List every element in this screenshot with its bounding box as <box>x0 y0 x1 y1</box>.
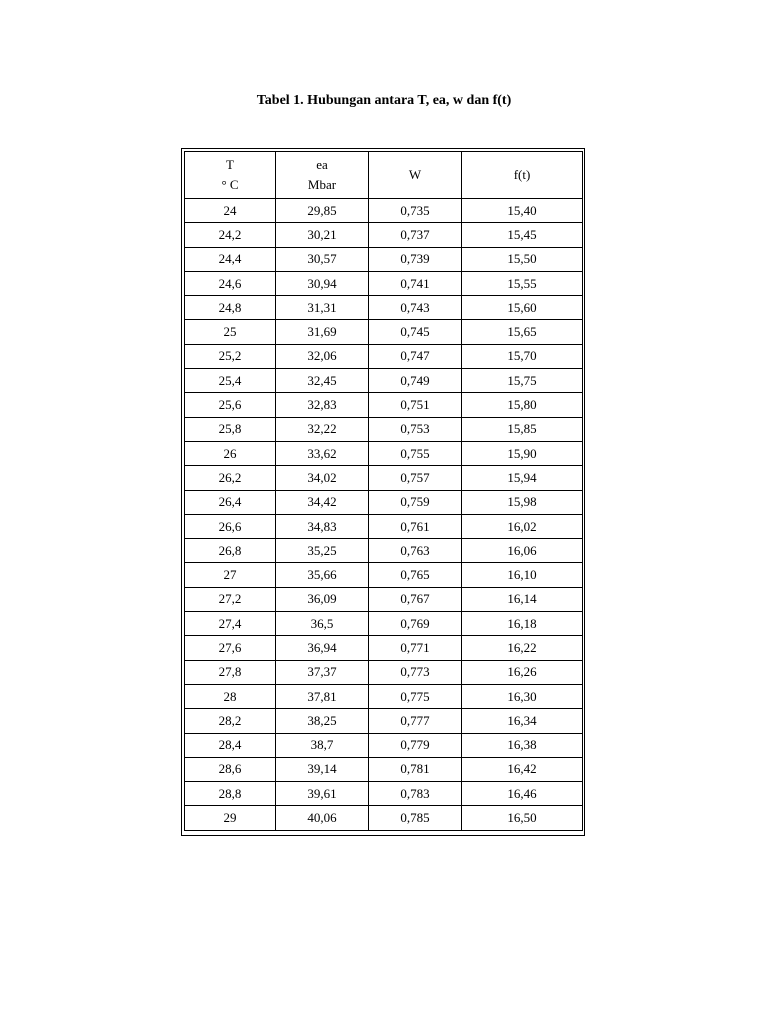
cell-ft: 15,85 <box>462 417 583 441</box>
cell-t: 25 <box>185 320 276 344</box>
table-row <box>185 539 583 563</box>
cell-w: 0,757 <box>369 466 462 490</box>
cell-t: 24,6 <box>185 271 276 295</box>
cell-t: 27,2 <box>185 587 276 611</box>
cell-ea: 31,31 <box>276 296 369 320</box>
cell-w: 0,777 <box>369 709 462 733</box>
table-row <box>185 466 583 490</box>
table-row <box>185 271 583 295</box>
cell-ea: 35,25 <box>276 539 369 563</box>
cell-ft: 16,10 <box>462 563 583 587</box>
cell-t: 28,6 <box>185 757 276 781</box>
table-row <box>185 563 583 587</box>
cell-ea: 38,25 <box>276 709 369 733</box>
table-row <box>185 587 583 611</box>
table-row <box>185 490 583 514</box>
cell-ea: 35,66 <box>276 563 369 587</box>
table-row <box>185 369 583 393</box>
data-table <box>184 151 583 831</box>
table-row <box>185 806 583 830</box>
cell-ea: 34,83 <box>276 514 369 538</box>
cell-ft: 15,65 <box>462 320 583 344</box>
header-ea-symbol: ea <box>316 157 328 172</box>
data-table-frame <box>181 148 585 836</box>
cell-ft: 16,30 <box>462 684 583 708</box>
table-row <box>185 441 583 465</box>
table-row <box>185 684 583 708</box>
cell-ft: 15,80 <box>462 393 583 417</box>
cell-t: 28,8 <box>185 782 276 806</box>
cell-w: 0,737 <box>369 223 462 247</box>
cell-ea: 30,57 <box>276 247 369 271</box>
table-row <box>185 296 583 320</box>
cell-ea: 33,62 <box>276 441 369 465</box>
cell-ft: 15,45 <box>462 223 583 247</box>
table-row <box>185 199 583 223</box>
cell-ft: 16,42 <box>462 757 583 781</box>
table-row <box>185 514 583 538</box>
cell-ft: 16,34 <box>462 709 583 733</box>
header-w: W <box>369 152 462 199</box>
table-row <box>185 393 583 417</box>
cell-ft: 15,40 <box>462 199 583 223</box>
table-row <box>185 782 583 806</box>
cell-t: 25,2 <box>185 344 276 368</box>
cell-t: 24,2 <box>185 223 276 247</box>
cell-t: 26 <box>185 441 276 465</box>
cell-ea: 39,61 <box>276 782 369 806</box>
cell-w: 0,751 <box>369 393 462 417</box>
cell-w: 0,747 <box>369 344 462 368</box>
cell-w: 0,759 <box>369 490 462 514</box>
cell-t: 29 <box>185 806 276 830</box>
cell-t: 27,4 <box>185 612 276 636</box>
cell-w: 0,739 <box>369 247 462 271</box>
cell-ft: 16,26 <box>462 660 583 684</box>
cell-t: 24,8 <box>185 296 276 320</box>
cell-ft: 15,70 <box>462 344 583 368</box>
table-row <box>185 247 583 271</box>
cell-ft: 16,22 <box>462 636 583 660</box>
cell-w: 0,761 <box>369 514 462 538</box>
cell-w: 0,755 <box>369 441 462 465</box>
cell-ft: 16,50 <box>462 806 583 830</box>
cell-t: 27 <box>185 563 276 587</box>
cell-ea: 38,7 <box>276 733 369 757</box>
cell-ea: 37,81 <box>276 684 369 708</box>
header-ft: f(t) <box>462 152 583 199</box>
cell-ea: 32,22 <box>276 417 369 441</box>
cell-ea: 40,06 <box>276 806 369 830</box>
cell-w: 0,765 <box>369 563 462 587</box>
cell-ea: 32,83 <box>276 393 369 417</box>
cell-ea: 36,09 <box>276 587 369 611</box>
cell-ea: 37,37 <box>276 660 369 684</box>
cell-ea: 30,94 <box>276 271 369 295</box>
header-t <box>185 152 276 199</box>
table-row <box>185 757 583 781</box>
table-row <box>185 612 583 636</box>
cell-ft: 15,98 <box>462 490 583 514</box>
cell-t: 26,2 <box>185 466 276 490</box>
header-t-unit: ° C <box>221 177 239 192</box>
cell-w: 0,781 <box>369 757 462 781</box>
cell-w: 0,783 <box>369 782 462 806</box>
cell-t: 26,4 <box>185 490 276 514</box>
cell-ft: 15,90 <box>462 441 583 465</box>
cell-t: 24 <box>185 199 276 223</box>
cell-ft: 16,46 <box>462 782 583 806</box>
cell-t: 27,8 <box>185 660 276 684</box>
cell-t: 27,6 <box>185 636 276 660</box>
cell-ea: 34,02 <box>276 466 369 490</box>
cell-w: 0,743 <box>369 296 462 320</box>
cell-t: 25,6 <box>185 393 276 417</box>
cell-w: 0,767 <box>369 587 462 611</box>
table-row <box>185 709 583 733</box>
cell-t: 25,8 <box>185 417 276 441</box>
table-row <box>185 223 583 247</box>
cell-w: 0,773 <box>369 660 462 684</box>
cell-w: 0,753 <box>369 417 462 441</box>
cell-t: 26,6 <box>185 514 276 538</box>
cell-ft: 15,60 <box>462 296 583 320</box>
cell-ea: 30,21 <box>276 223 369 247</box>
cell-ea: 34,42 <box>276 490 369 514</box>
table-row <box>185 733 583 757</box>
cell-w: 0,749 <box>369 369 462 393</box>
table-header-row <box>185 152 583 199</box>
table-title: Tabel 1. Hubungan antara T, ea, w dan f(t) <box>256 93 512 108</box>
cell-ea: 36,94 <box>276 636 369 660</box>
cell-w: 0,745 <box>369 320 462 344</box>
header-t-symbol: T <box>226 157 234 172</box>
cell-t: 28,4 <box>185 733 276 757</box>
table-row <box>185 636 583 660</box>
cell-ft: 15,55 <box>462 271 583 295</box>
cell-ft: 16,06 <box>462 539 583 563</box>
cell-w: 0,735 <box>369 199 462 223</box>
table-row <box>185 417 583 441</box>
cell-ft: 15,94 <box>462 466 583 490</box>
cell-ft: 16,02 <box>462 514 583 538</box>
table-body <box>185 199 583 831</box>
cell-w: 0,785 <box>369 806 462 830</box>
cell-w: 0,779 <box>369 733 462 757</box>
cell-ft: 16,38 <box>462 733 583 757</box>
cell-ft: 16,14 <box>462 587 583 611</box>
cell-w: 0,771 <box>369 636 462 660</box>
cell-w: 0,763 <box>369 539 462 563</box>
table-row <box>185 320 583 344</box>
cell-ea: 31,69 <box>276 320 369 344</box>
cell-w: 0,741 <box>369 271 462 295</box>
cell-ea: 39,14 <box>276 757 369 781</box>
cell-t: 28 <box>185 684 276 708</box>
header-ea <box>276 152 369 199</box>
cell-ea: 32,06 <box>276 344 369 368</box>
cell-t: 25,4 <box>185 369 276 393</box>
table-row <box>185 660 583 684</box>
cell-ft: 15,75 <box>462 369 583 393</box>
cell-ea: 29,85 <box>276 199 369 223</box>
table-row <box>185 344 583 368</box>
cell-ea: 32,45 <box>276 369 369 393</box>
header-ea-unit: Mbar <box>307 177 337 192</box>
cell-ft: 16,18 <box>462 612 583 636</box>
cell-t: 26,8 <box>185 539 276 563</box>
cell-t: 28,2 <box>185 709 276 733</box>
cell-ft: 15,50 <box>462 247 583 271</box>
cell-w: 0,769 <box>369 612 462 636</box>
cell-w: 0,775 <box>369 684 462 708</box>
cell-t: 24,4 <box>185 247 276 271</box>
cell-ea: 36,5 <box>276 612 369 636</box>
